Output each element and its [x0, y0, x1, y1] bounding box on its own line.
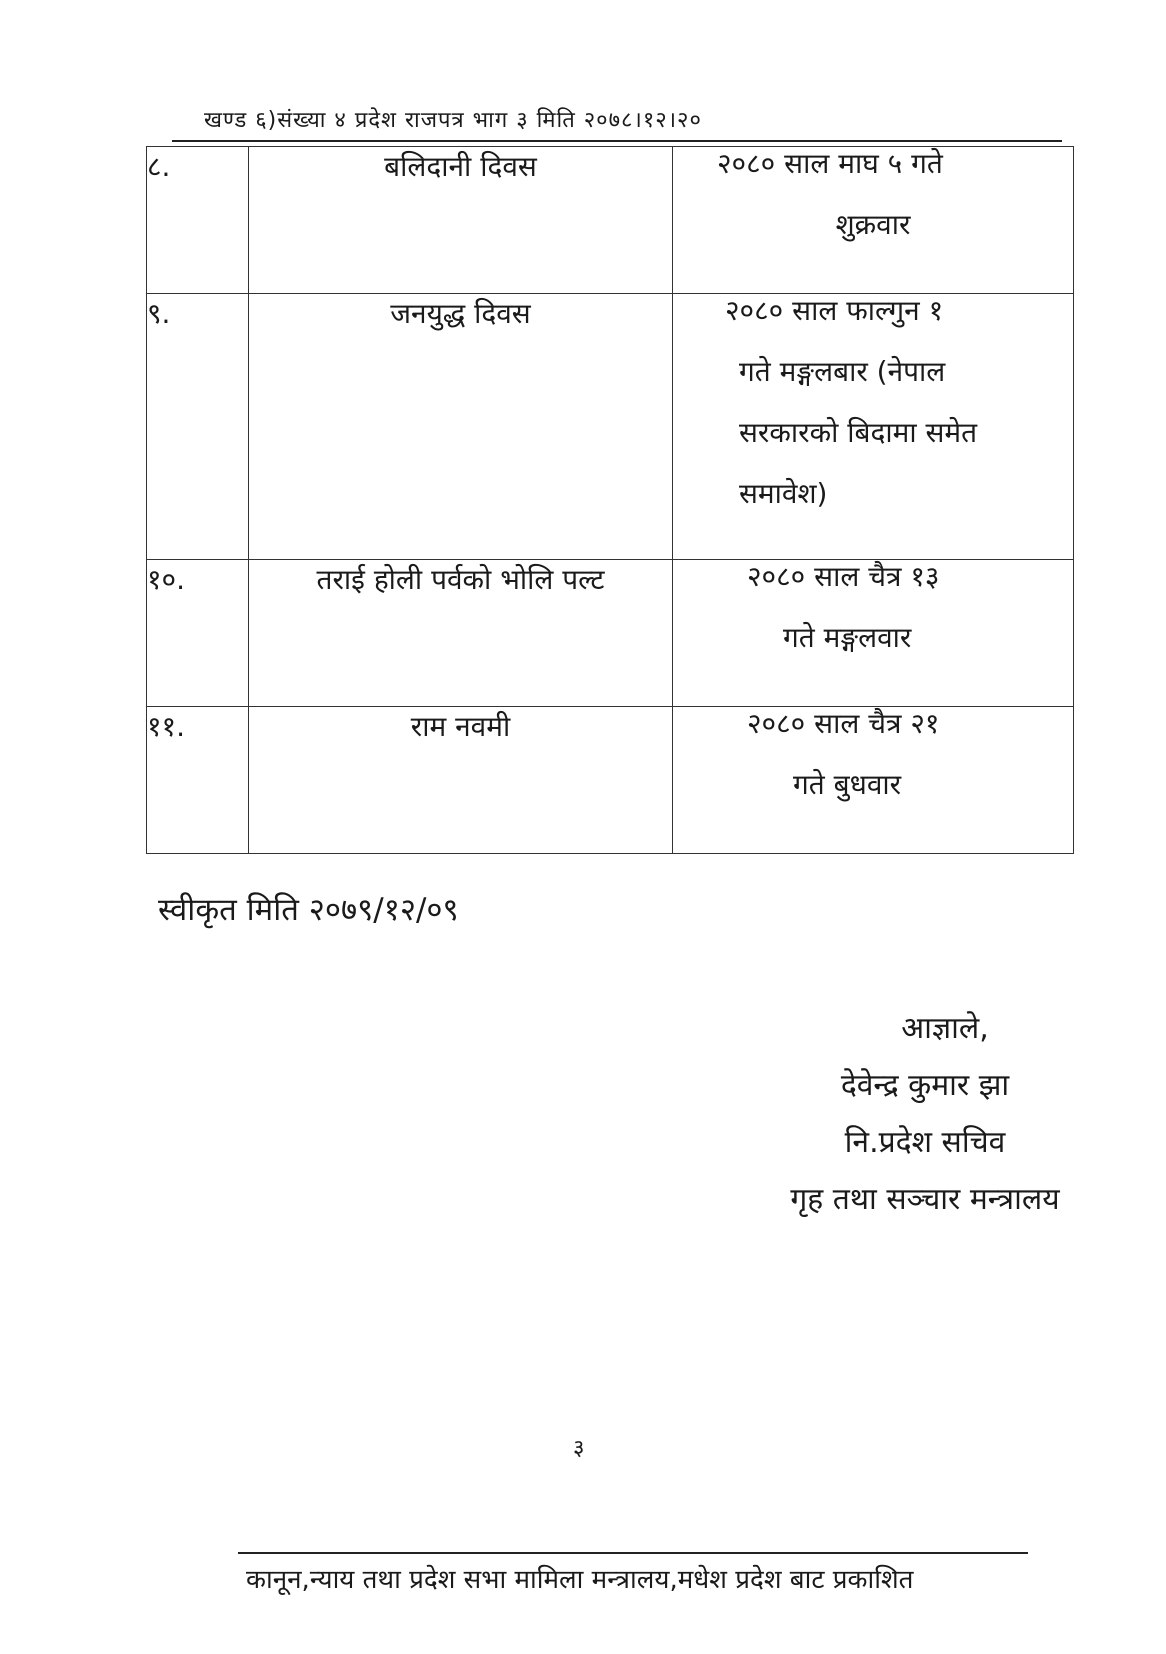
holiday-date	[673, 147, 1074, 294]
date-line: गते मङ्गलवार	[783, 621, 912, 654]
footer-divider	[238, 1552, 1028, 1554]
date-line: २०८० साल चैत्र २१	[747, 707, 940, 740]
serial-number: १०.	[147, 560, 249, 707]
holiday-name: तराई होली पर्वको भोलि पल्ट	[249, 560, 673, 707]
holiday-date	[673, 560, 1074, 707]
signatory-name: देवेन्द्र कुमार झा	[840, 1068, 1010, 1103]
date-line: सरकारको बिदामा समेत	[739, 416, 978, 449]
date-line: २०८० साल चैत्र १३	[747, 560, 940, 593]
approval-date: स्वीकृत मिति २०७९/१२/०९	[158, 892, 459, 928]
date-line: २०८० साल फाल्गुन १	[725, 294, 944, 327]
serial-number: ११.	[147, 707, 249, 854]
date-line: गते मङ्गलबार (नेपाल	[739, 355, 946, 388]
holiday-name: जनयुद्ध दिवस	[249, 294, 673, 560]
page-number: ३	[573, 1436, 585, 1461]
date-line: शुक्रवार	[835, 208, 911, 241]
serial-number: ८.	[147, 147, 249, 294]
table-row	[147, 294, 1074, 560]
holiday-date	[673, 294, 1074, 560]
holiday-name: बलिदानी दिवस	[249, 147, 673, 294]
serial-number: ९.	[147, 294, 249, 560]
ministry-name: गृह तथा सञ्चार मन्त्रालय	[790, 1182, 1060, 1217]
holiday-table	[146, 146, 1074, 854]
holiday-date	[673, 707, 1074, 854]
by-order-text: आज्ञाले,	[901, 1011, 989, 1046]
table-row	[147, 147, 1074, 294]
date-line: गते बुधवार	[793, 768, 902, 801]
date-line: २०८० साल माघ ५ गते	[717, 147, 943, 180]
table-row	[147, 707, 1074, 854]
publisher-footer: कानून,न्याय तथा प्रदेश सभा मामिला मन्त्रालय,मधेश प्रदेश बाट प्रकाशित	[246, 1565, 914, 1595]
date-line: समावेश)	[739, 477, 828, 510]
gazette-header: खण्ड ६)संख्या ४ प्रदेश राजपत्र भाग ३ मिति २०७८।१२।२०	[204, 108, 702, 133]
table-row	[147, 560, 1074, 707]
signatory-title: नि.प्रदेश सचिव	[844, 1125, 1006, 1160]
holiday-name: राम नवमी	[249, 707, 673, 854]
signature-block	[760, 1000, 1090, 1228]
